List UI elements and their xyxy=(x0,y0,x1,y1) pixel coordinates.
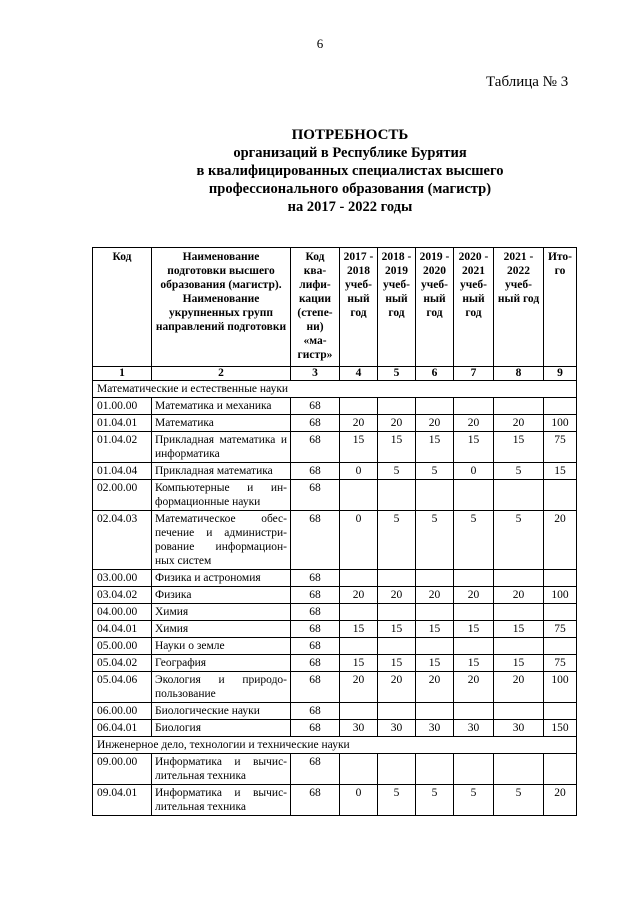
table-row xyxy=(93,621,577,638)
row-value-2017: 20 xyxy=(340,587,378,604)
row-value-2020: 15 xyxy=(454,432,494,463)
row-qualification-code: 68 xyxy=(291,785,340,816)
row-total xyxy=(544,398,577,415)
row-name: Математика и механика xyxy=(152,398,291,415)
row-name: Компьютерные и ин-формационные науки xyxy=(152,480,291,511)
row-value-2019: 20 xyxy=(416,672,454,703)
header-code: Код xyxy=(93,248,152,367)
column-number: 7 xyxy=(454,367,494,381)
row-qualification-code: 68 xyxy=(291,570,340,587)
row-value-2021: 30 xyxy=(494,720,544,737)
row-value-2020 xyxy=(454,638,494,655)
row-value-2017: 0 xyxy=(340,785,378,816)
row-code: 03.04.02 xyxy=(93,587,152,604)
row-qualification-code: 68 xyxy=(291,621,340,638)
row-total: 75 xyxy=(544,432,577,463)
row-name: Биология xyxy=(152,720,291,737)
row-value-2019: 20 xyxy=(416,415,454,432)
row-value-2018 xyxy=(378,480,416,511)
row-value-2020 xyxy=(454,398,494,415)
row-total: 75 xyxy=(544,621,577,638)
row-code: 01.04.04 xyxy=(93,463,152,480)
header-row xyxy=(93,248,577,367)
table-row xyxy=(93,463,577,480)
row-value-2018 xyxy=(378,703,416,720)
header-year-2019: 2019 - 2020 учеб-ный год xyxy=(416,248,454,367)
table-row xyxy=(93,587,577,604)
row-total xyxy=(544,754,577,785)
column-number: 8 xyxy=(494,367,544,381)
row-value-2020 xyxy=(454,570,494,587)
section-title: Математические и естественные науки xyxy=(93,381,577,398)
row-name: Биологические науки xyxy=(152,703,291,720)
row-qualification-code: 68 xyxy=(291,587,340,604)
column-number: 1 xyxy=(93,367,152,381)
row-code: 01.00.00 xyxy=(93,398,152,415)
row-code: 06.00.00 xyxy=(93,703,152,720)
title-line-4: профессионального образования (магистр) xyxy=(208,181,492,197)
row-value-2017 xyxy=(340,398,378,415)
row-value-2020: 5 xyxy=(454,511,494,570)
row-name: Химия xyxy=(152,621,291,638)
row-value-2017: 20 xyxy=(340,672,378,703)
row-total: 20 xyxy=(544,511,577,570)
row-value-2021 xyxy=(494,754,544,785)
row-value-2017 xyxy=(340,754,378,785)
row-value-2020: 20 xyxy=(454,587,494,604)
table-row xyxy=(93,638,577,655)
table-label: Таблица № 3 xyxy=(486,74,569,90)
row-value-2019: 30 xyxy=(416,720,454,737)
row-value-2020 xyxy=(454,480,494,511)
row-total xyxy=(544,604,577,621)
row-code: 09.00.00 xyxy=(93,754,152,785)
row-value-2017: 20 xyxy=(340,415,378,432)
row-value-2020: 5 xyxy=(454,785,494,816)
row-name: Химия xyxy=(152,604,291,621)
row-value-2017: 15 xyxy=(340,621,378,638)
row-name: Математическое обес-печение и администри-рование информацион-ных систем xyxy=(152,511,291,570)
row-value-2017 xyxy=(340,570,378,587)
row-value-2021: 15 xyxy=(494,655,544,672)
column-number: 4 xyxy=(340,367,378,381)
row-value-2019 xyxy=(416,570,454,587)
title-line-1: ПОТРЕБНОСТЬ xyxy=(291,127,409,143)
row-value-2021: 5 xyxy=(494,511,544,570)
row-code: 02.04.03 xyxy=(93,511,152,570)
row-total: 20 xyxy=(544,785,577,816)
row-value-2019: 15 xyxy=(416,432,454,463)
title-line-3: в квалифицированных специалистах высшего xyxy=(196,163,504,179)
row-qualification-code: 68 xyxy=(291,415,340,432)
row-value-2018: 30 xyxy=(378,720,416,737)
row-value-2020: 15 xyxy=(454,621,494,638)
row-qualification-code: 68 xyxy=(291,480,340,511)
table-body xyxy=(93,381,577,816)
row-value-2020: 30 xyxy=(454,720,494,737)
row-qualification-code: 68 xyxy=(291,604,340,621)
row-value-2018: 15 xyxy=(378,432,416,463)
row-value-2021: 20 xyxy=(494,672,544,703)
row-value-2021 xyxy=(494,604,544,621)
row-total xyxy=(544,570,577,587)
row-value-2019 xyxy=(416,703,454,720)
row-value-2021: 15 xyxy=(494,621,544,638)
table-row xyxy=(93,570,577,587)
row-total xyxy=(544,638,577,655)
section-row xyxy=(93,737,577,754)
section-row xyxy=(93,381,577,398)
row-code: 03.00.00 xyxy=(93,570,152,587)
row-qualification-code: 68 xyxy=(291,720,340,737)
row-value-2017 xyxy=(340,638,378,655)
table-row xyxy=(93,655,577,672)
row-value-2019: 5 xyxy=(416,463,454,480)
row-code: 01.04.02 xyxy=(93,432,152,463)
row-value-2018: 20 xyxy=(378,415,416,432)
title-line-2: организаций в Республике Бурятия xyxy=(233,145,467,161)
row-value-2018: 15 xyxy=(378,621,416,638)
row-total xyxy=(544,703,577,720)
row-value-2018 xyxy=(378,638,416,655)
table-row xyxy=(93,398,577,415)
row-value-2017: 30 xyxy=(340,720,378,737)
row-value-2017: 15 xyxy=(340,655,378,672)
row-total: 100 xyxy=(544,587,577,604)
row-value-2021: 15 xyxy=(494,432,544,463)
row-value-2021 xyxy=(494,480,544,511)
row-name: Прикладная математика и информатика xyxy=(152,432,291,463)
row-value-2019: 5 xyxy=(416,785,454,816)
row-code: 05.04.02 xyxy=(93,655,152,672)
row-value-2018: 5 xyxy=(378,463,416,480)
header-year-2021: 2021 - 2022 учеб-ный год xyxy=(494,248,544,367)
table-row xyxy=(93,703,577,720)
table-row xyxy=(93,480,577,511)
page-number: 6 xyxy=(316,36,324,51)
row-qualification-code: 68 xyxy=(291,432,340,463)
row-value-2017 xyxy=(340,604,378,621)
row-value-2021: 5 xyxy=(494,463,544,480)
row-qualification-code: 68 xyxy=(291,463,340,480)
row-qualification-code: 68 xyxy=(291,754,340,785)
row-total xyxy=(544,480,577,511)
row-value-2020: 0 xyxy=(454,463,494,480)
header-year-2017: 2017 - 2018 учеб-ный год xyxy=(340,248,378,367)
row-code: 09.04.01 xyxy=(93,785,152,816)
section-title: Инженерное дело, технологии и технические науки xyxy=(93,737,577,754)
row-value-2021 xyxy=(494,703,544,720)
header-year-2018: 2018 - 2019 учеб-ный год xyxy=(378,248,416,367)
header-name: Наименование подготовки высшего образования (магистр). Наименование укрупненных групп направлений подготовки xyxy=(152,248,291,367)
row-value-2019 xyxy=(416,604,454,621)
row-code: 01.04.01 xyxy=(93,415,152,432)
row-qualification-code: 68 xyxy=(291,672,340,703)
row-value-2018: 5 xyxy=(378,785,416,816)
row-value-2018 xyxy=(378,398,416,415)
row-qualification-code: 68 xyxy=(291,703,340,720)
row-qualification-code: 68 xyxy=(291,638,340,655)
row-code: 04.04.01 xyxy=(93,621,152,638)
row-name: Физика xyxy=(152,587,291,604)
row-value-2017: 0 xyxy=(340,463,378,480)
row-name: Математика xyxy=(152,415,291,432)
row-value-2019: 20 xyxy=(416,587,454,604)
row-qualification-code: 68 xyxy=(291,655,340,672)
row-name: Науки о земле xyxy=(152,638,291,655)
row-total: 100 xyxy=(544,672,577,703)
row-value-2019: 15 xyxy=(416,621,454,638)
row-name: Информатика и вычис-лительная техника xyxy=(152,754,291,785)
row-total: 75 xyxy=(544,655,577,672)
row-value-2019 xyxy=(416,754,454,785)
row-value-2019 xyxy=(416,638,454,655)
column-number: 5 xyxy=(378,367,416,381)
row-value-2017: 0 xyxy=(340,511,378,570)
table-row xyxy=(93,754,577,785)
table-row xyxy=(93,672,577,703)
row-value-2017 xyxy=(340,703,378,720)
column-number: 6 xyxy=(416,367,454,381)
header-year-2020: 2020 - 2021 учеб-ный год xyxy=(454,248,494,367)
row-value-2021: 5 xyxy=(494,785,544,816)
header-qualification: Код ква-лифи-кации (степе-ни) «ма-гистр» xyxy=(291,248,340,367)
column-number: 3 xyxy=(291,367,340,381)
row-value-2020 xyxy=(454,754,494,785)
row-code: 06.04.01 xyxy=(93,720,152,737)
row-value-2018: 20 xyxy=(378,672,416,703)
row-name: География xyxy=(152,655,291,672)
row-code: 05.04.06 xyxy=(93,672,152,703)
row-qualification-code: 68 xyxy=(291,511,340,570)
row-value-2020: 20 xyxy=(454,415,494,432)
table-row xyxy=(93,604,577,621)
row-value-2019 xyxy=(416,398,454,415)
row-value-2018: 15 xyxy=(378,655,416,672)
row-name: Информатика и вычис-лительная техника xyxy=(152,785,291,816)
row-value-2021: 20 xyxy=(494,587,544,604)
header-total: Ито-го xyxy=(544,248,577,367)
row-total: 15 xyxy=(544,463,577,480)
row-code: 05.00.00 xyxy=(93,638,152,655)
row-value-2020 xyxy=(454,604,494,621)
table-row xyxy=(93,415,577,432)
row-value-2018: 20 xyxy=(378,587,416,604)
row-name: Прикладная математика xyxy=(152,463,291,480)
row-code: 02.00.00 xyxy=(93,480,152,511)
row-value-2021 xyxy=(494,638,544,655)
row-name: Экология и природо-пользование xyxy=(152,672,291,703)
row-total: 150 xyxy=(544,720,577,737)
column-number: 9 xyxy=(544,367,577,381)
row-value-2020: 15 xyxy=(454,655,494,672)
row-value-2018 xyxy=(378,754,416,785)
row-value-2021: 20 xyxy=(494,415,544,432)
row-name: Физика и астрономия xyxy=(152,570,291,587)
row-value-2019 xyxy=(416,480,454,511)
row-value-2020 xyxy=(454,703,494,720)
table-row xyxy=(93,720,577,737)
row-value-2017: 15 xyxy=(340,432,378,463)
row-value-2018 xyxy=(378,604,416,621)
column-number-row xyxy=(93,367,577,381)
table-row xyxy=(93,785,577,816)
row-value-2018 xyxy=(378,570,416,587)
row-value-2018: 5 xyxy=(378,511,416,570)
row-total: 100 xyxy=(544,415,577,432)
row-value-2020: 20 xyxy=(454,672,494,703)
row-value-2019: 15 xyxy=(416,655,454,672)
row-qualification-code: 68 xyxy=(291,398,340,415)
row-value-2019: 5 xyxy=(416,511,454,570)
needs-table xyxy=(92,247,577,816)
document-title xyxy=(80,126,620,216)
row-value-2021 xyxy=(494,398,544,415)
column-number: 2 xyxy=(152,367,291,381)
table-row xyxy=(93,432,577,463)
row-code: 04.00.00 xyxy=(93,604,152,621)
row-value-2021 xyxy=(494,570,544,587)
title-line-5: на 2017 - 2022 годы xyxy=(287,199,413,215)
row-value-2017 xyxy=(340,480,378,511)
table-row xyxy=(93,511,577,570)
